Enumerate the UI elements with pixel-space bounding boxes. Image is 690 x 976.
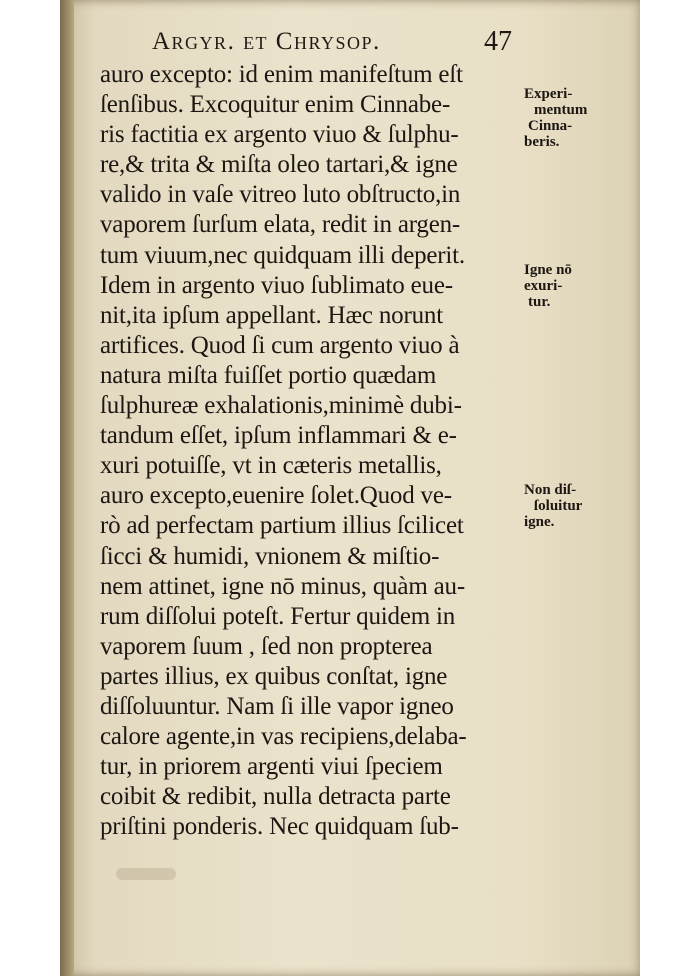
body-text xyxy=(100,60,530,842)
text-line: vaporem ſuum , ſed non propterea xyxy=(100,632,433,660)
text-line: re,& trita & miſta oleo tartari,& igne xyxy=(100,151,458,179)
text-line: natura miſta fuiſſet portio quædam xyxy=(100,361,437,389)
margin-note-line: beris. xyxy=(524,134,560,150)
text-line: ſenſibus. Excoquitur enim Cinnabe- xyxy=(100,91,451,119)
page-number: 47 xyxy=(484,26,512,57)
text-line: vaporem ſurſum elata, redit in argen- xyxy=(100,211,461,239)
text-line: tur, in priorem argenti viui ſpeciem xyxy=(100,753,443,781)
margin-note-line: tur. xyxy=(528,294,551,310)
book-gutter xyxy=(60,0,74,976)
text-line: ſulphureæ exhalationis,minimè dubi- xyxy=(100,392,462,420)
text-line: partes illius, ex quibus conſtat, igne xyxy=(100,662,448,690)
text-line: ſicci & humidi, vnionem & miſtio- xyxy=(100,542,440,570)
margin-note-line: ſoluitur xyxy=(534,498,583,514)
margin-note-line: Non diſ- xyxy=(524,482,577,498)
margin-note-line: Cinna- xyxy=(528,118,573,134)
text-line: rò ad perfectam partium illius ſcilicet xyxy=(100,512,464,540)
text-line: tum viuum,nec quidquam illi deperit. xyxy=(100,241,465,269)
margin-notes xyxy=(524,0,634,976)
text-line: valido in vaſe vitreo luto obſtructo,in xyxy=(100,181,461,209)
running-title: Argyr. et Chrysop. xyxy=(152,28,381,55)
margin-note xyxy=(524,86,587,150)
text-line: calore agente,in vas recipiens,delaba- xyxy=(100,723,467,751)
text-line: diſſoluuntur. Nam ſi ille vapor igneo xyxy=(100,692,454,720)
text-line: artifices. Quod ſi cum argento viuo à xyxy=(100,331,460,359)
text-line: coibit & redibit, nulla detracta parte xyxy=(100,783,451,811)
margin-note xyxy=(524,482,582,530)
text-line: xuri potuiſſe, vt in cæteris metallis, xyxy=(100,452,442,480)
margin-note-line: mentum xyxy=(534,102,588,118)
margin-note xyxy=(524,262,572,310)
text-line: Idem in argento viuo ſublimato eue- xyxy=(100,271,453,299)
text-line: nem attinet, igne nō minus, quàm au- xyxy=(100,572,465,600)
page-header xyxy=(100,26,520,62)
margin-note-line: Experi- xyxy=(524,86,573,102)
text-line: ris factitia ex argento viuo & ſulphu- xyxy=(100,121,459,149)
text-line: rum diſſolui poteſt. Fertur quidem in xyxy=(100,602,456,630)
text-line: tandum eſſet, ipſum inflammari & e- xyxy=(100,422,457,450)
margin-note-line: exuri- xyxy=(524,278,563,294)
text-line: nit,ita ipſum appellant. Hæc norunt xyxy=(100,301,443,329)
text-line: auro excepto,euenire ſolet.Quod ve- xyxy=(100,482,452,510)
text-line: priſtini ponderis. Nec quidquam ſub- xyxy=(100,813,459,841)
ink-smudge xyxy=(116,868,176,880)
text-line: auro excepto: id enim manifeſtum eſt xyxy=(100,61,463,88)
margin-note-line: igne. xyxy=(524,514,555,530)
margin-note-line: Igne nō xyxy=(524,262,572,278)
